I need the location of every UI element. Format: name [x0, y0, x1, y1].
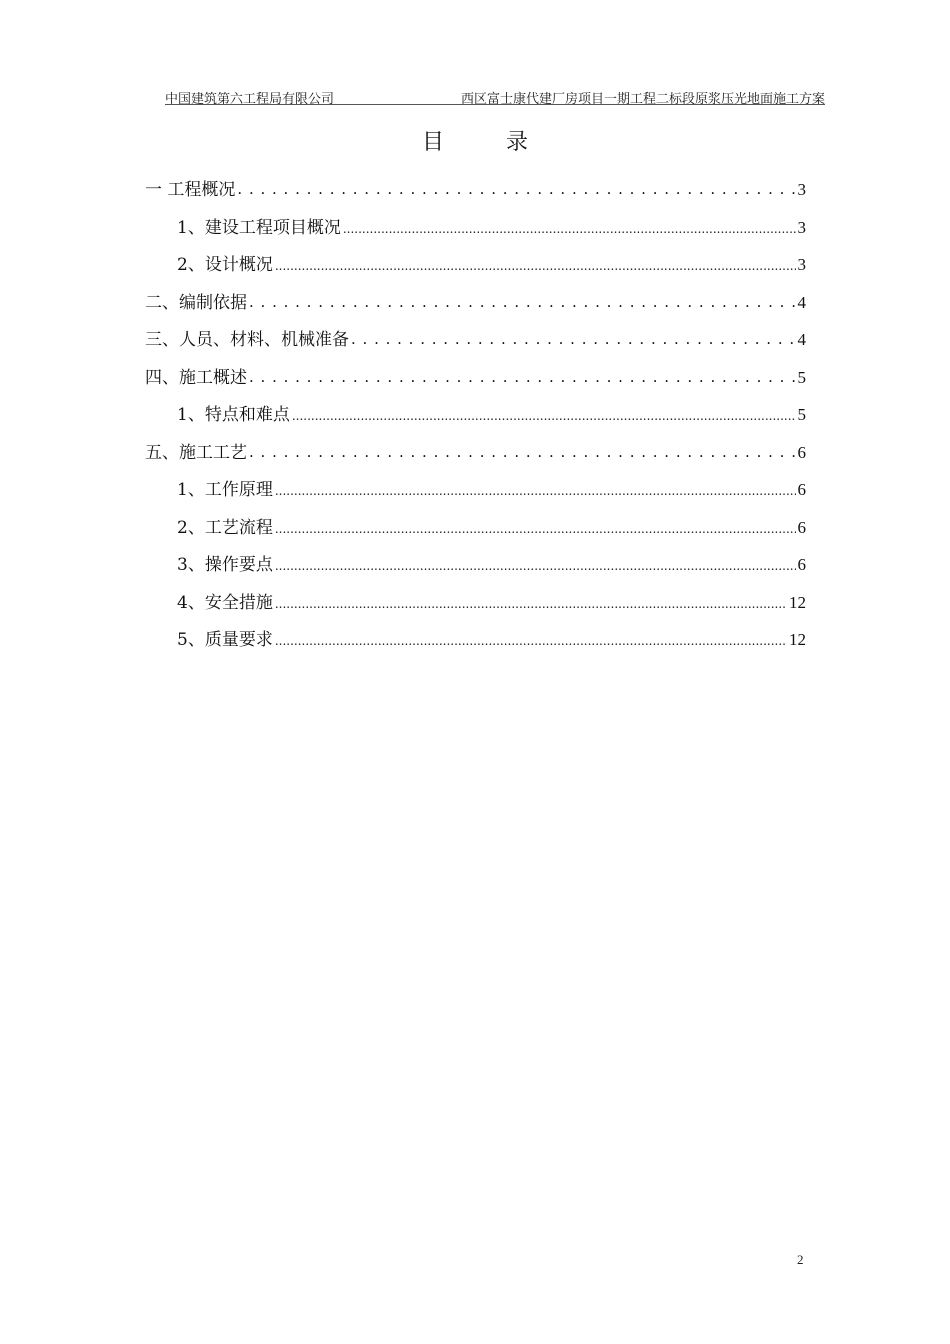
toc-entry-page: 3	[797, 217, 806, 237]
toc-entry-label: 四、施工概述	[145, 367, 247, 388]
toc-entry-page: 4	[797, 292, 806, 312]
toc-dot-leader	[249, 366, 796, 383]
toc-dot-leader	[292, 403, 796, 420]
toc-entry-page: 6	[797, 480, 806, 499]
toc-dot-leader	[275, 478, 796, 495]
toc-entry-label: 1、特点和难点	[177, 405, 290, 425]
toc-entry-page: 3	[797, 180, 806, 199]
running-header	[165, 86, 825, 105]
toc-entry-page: 6	[797, 517, 806, 537]
toc-entry-project-overview[interactable]	[145, 175, 806, 213]
toc-entry-construction-process[interactable]	[145, 438, 806, 476]
toc-entry-label: 5、质量要求	[177, 630, 273, 650]
toc-entry-page: 12	[789, 630, 806, 649]
toc-entry-construction-project-overview[interactable]	[145, 213, 806, 251]
toc-entry-working-principle[interactable]	[145, 475, 806, 513]
table-of-contents	[145, 175, 806, 663]
toc-entry-label: 五、施工工艺	[145, 442, 247, 463]
toc-entry-page: 6	[797, 555, 806, 574]
toc-entry-quality-requirements[interactable]	[145, 625, 806, 663]
toc-entry-label: 一 工程概况	[145, 180, 236, 200]
toc-entry-label: 3、操作要点	[177, 555, 273, 575]
toc-dot-leader	[249, 441, 796, 458]
page-title: 目录	[421, 130, 590, 155]
toc-dot-leader	[275, 628, 787, 645]
toc-entry-features-difficulties[interactable]	[145, 400, 806, 438]
toc-entry-label: 三、人员、材料、机械准备	[145, 330, 349, 350]
toc-dot-leader	[275, 516, 796, 533]
toc-entry-label: 1、工作原理	[177, 480, 273, 500]
header-document-title: 西区富士康代建厂房项目一期工程二标段原浆压光地面施工方案	[460, 92, 825, 107]
toc-entry-page: 12	[789, 592, 806, 612]
toc-entry-label: 1、建设工程项目概况	[177, 217, 341, 238]
toc-entry-page: 3	[797, 255, 806, 274]
toc-entry-process-flow[interactable]	[145, 513, 806, 551]
toc-entry-operation-points[interactable]	[145, 550, 806, 588]
toc-entry-label: 二、编制依据	[145, 292, 247, 313]
toc-entry-preparation[interactable]	[145, 325, 806, 363]
toc-entry-label: 4、安全措施	[177, 592, 273, 613]
toc-dot-leader	[249, 291, 796, 308]
header-company: 中国建筑第六工程局有限公司	[165, 92, 335, 107]
toc-entry-page: 5	[797, 405, 806, 424]
toc-entry-design-overview[interactable]	[145, 250, 806, 288]
toc-entry-page: 5	[797, 367, 806, 387]
toc-entry-construction-summary[interactable]	[145, 363, 806, 401]
toc-dot-leader	[275, 553, 796, 570]
toc-entry-label: 2、设计概况	[177, 255, 273, 275]
toc-dot-leader	[275, 591, 787, 608]
toc-entry-safety-measures[interactable]	[145, 588, 806, 626]
toc-entry-page: 6	[797, 442, 806, 462]
toc-dot-leader	[343, 216, 796, 233]
toc-entry-page: 4	[797, 330, 806, 349]
toc-entry-compilation-basis[interactable]	[145, 288, 806, 326]
toc-dot-leader	[275, 253, 796, 270]
page-number: 2	[797, 1252, 804, 1267]
toc-dot-leader	[351, 328, 796, 345]
toc-dot-leader	[237, 178, 795, 195]
toc-entry-label: 2、工艺流程	[177, 517, 273, 538]
